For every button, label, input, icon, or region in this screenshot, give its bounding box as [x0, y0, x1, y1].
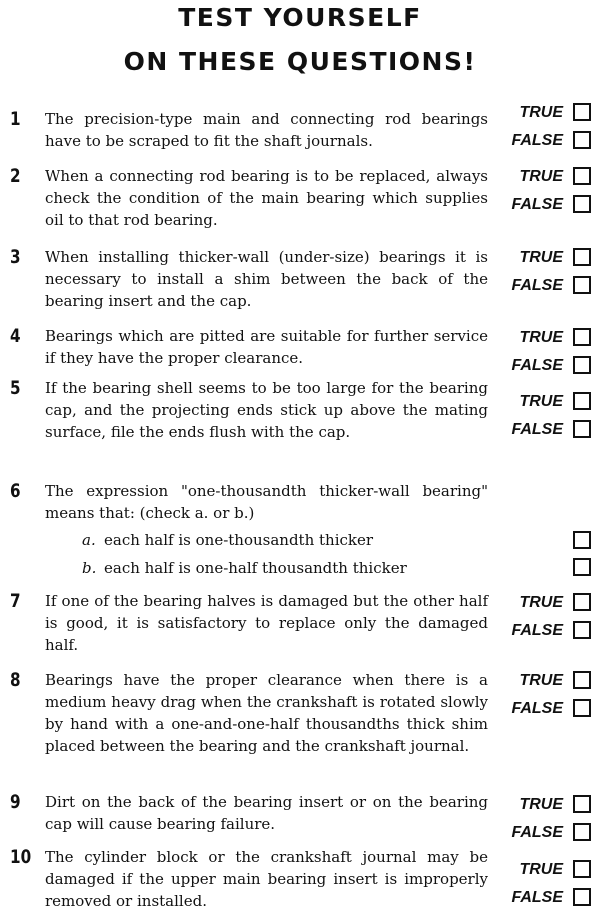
q5-true-checkbox[interactable]	[573, 392, 591, 410]
q10-true-checkbox[interactable]	[573, 860, 591, 878]
question-text: Bearings which are pitted are suitable for further service if they have the proper clearance.	[45, 327, 488, 367]
q8-true-option[interactable]	[508, 670, 593, 692]
true-label: TRUE	[519, 796, 563, 813]
question-number: 5	[10, 377, 21, 399]
option-letter: b.	[82, 559, 97, 577]
q9-true-checkbox[interactable]	[573, 795, 591, 813]
question-text: When installing thicker-wall (under-size) bearings it is necessary to install a shim between the back of the bearing insert and the cap.	[45, 248, 488, 310]
question-number: 8	[10, 669, 21, 691]
q8-true-checkbox[interactable]	[573, 671, 591, 689]
q10-false-checkbox[interactable]	[573, 888, 591, 906]
q9-true-option[interactable]	[508, 794, 593, 816]
q5-true-option[interactable]	[508, 391, 593, 413]
option-letter: a.	[82, 531, 96, 549]
false-label: FALSE	[511, 889, 563, 906]
q5-false-checkbox[interactable]	[573, 420, 591, 438]
q4-false-option[interactable]	[508, 355, 593, 377]
q4-true-checkbox[interactable]	[573, 328, 591, 346]
q3-false-checkbox[interactable]	[573, 276, 591, 294]
question-text: Bearings have the proper clearance when there is a medium heavy drag when the crankshaft is rotated slowly by hand with a one-and-one-half thousandths thick shim placed between the bearing and the crankshaft journal.	[45, 671, 488, 755]
q6-option-a	[82, 529, 373, 551]
question-text: The precision-type main and connecting rod bearings have to be scraped to fit the shaft journals.	[45, 110, 488, 150]
q2-true-option[interactable]	[508, 166, 593, 188]
question-text: The cylinder block or the crankshaft journal may be damaged if the upper main bearing insert is improperly removed or installed.	[45, 848, 488, 910]
q9-false-option[interactable]	[508, 822, 593, 844]
q8-false-option[interactable]	[508, 698, 593, 720]
true-label: TRUE	[519, 168, 563, 185]
q6-option-a-checkbox[interactable]	[573, 531, 591, 549]
true-label: TRUE	[519, 594, 563, 611]
title-line-1: TEST YOURSELF	[178, 3, 422, 32]
q4-false-checkbox[interactable]	[573, 356, 591, 374]
question-text: Dirt on the back of the bearing insert or on the bearing cap will cause bearing failure.	[45, 793, 488, 833]
false-label: FALSE	[511, 277, 563, 294]
q1-true-checkbox[interactable]	[573, 103, 591, 121]
q4-true-option[interactable]	[508, 327, 593, 349]
q2-false-checkbox[interactable]	[573, 195, 591, 213]
false-label: FALSE	[511, 196, 563, 213]
false-label: FALSE	[511, 132, 563, 149]
title-line-2: ON THESE QUESTIONS!	[123, 47, 477, 76]
false-label: FALSE	[511, 357, 563, 374]
false-label: FALSE	[511, 824, 563, 841]
true-label: TRUE	[519, 393, 563, 410]
q10-false-option[interactable]	[508, 887, 593, 909]
q1-false-option[interactable]	[508, 130, 593, 152]
true-label: TRUE	[519, 861, 563, 878]
question-number: 6	[10, 480, 21, 502]
q3-false-option[interactable]	[508, 275, 593, 297]
option-text: each half is one-half thousandth thicker	[104, 559, 407, 577]
question-number: 10	[10, 846, 32, 868]
question-number: 9	[10, 791, 21, 813]
q1-true-option[interactable]	[508, 102, 593, 124]
true-label: TRUE	[519, 104, 563, 121]
q2-true-checkbox[interactable]	[573, 167, 591, 185]
question-text: The expression "one-thousandth thicker-wall bearing" means that: (check a. or b.)	[45, 482, 488, 522]
question-number: 1	[10, 108, 21, 130]
question-number: 2	[10, 165, 21, 187]
q8-false-checkbox[interactable]	[573, 699, 591, 717]
false-label: FALSE	[511, 700, 563, 717]
question-number: 4	[10, 325, 21, 347]
q7-true-option[interactable]	[508, 592, 593, 614]
true-label: TRUE	[519, 249, 563, 266]
true-label: TRUE	[519, 329, 563, 346]
question-number: 3	[10, 246, 21, 268]
q5-false-option[interactable]	[508, 419, 593, 441]
q6-option-b-checkbox[interactable]	[573, 558, 591, 576]
option-text: each half is one-thousandth thicker	[104, 531, 374, 549]
q3-true-option[interactable]	[508, 247, 593, 269]
q6-option-b	[82, 557, 407, 579]
question-number: 7	[10, 590, 21, 612]
q7-false-option[interactable]	[508, 620, 593, 642]
q10-true-option[interactable]	[508, 859, 593, 881]
false-label: FALSE	[511, 421, 563, 438]
false-label: FALSE	[511, 622, 563, 639]
q7-false-checkbox[interactable]	[573, 621, 591, 639]
q3-true-checkbox[interactable]	[573, 248, 591, 266]
question-text: When a connecting rod bearing is to be replaced, always check the condition of the main bearing which supplies oil to that rod bearing.	[45, 167, 488, 229]
question-text: If one of the bearing halves is damaged but the other half is good, it is satisfactory to replace only the damaged half.	[45, 592, 488, 654]
q9-false-checkbox[interactable]	[573, 823, 591, 841]
q1-false-checkbox[interactable]	[573, 131, 591, 149]
question-text: If the bearing shell seems to be too large for the bearing cap, and the projecting ends stick up above the mating surface, file the ends flush with the cap.	[45, 379, 488, 441]
q7-true-checkbox[interactable]	[573, 593, 591, 611]
q2-false-option[interactable]	[508, 194, 593, 216]
true-label: TRUE	[519, 672, 563, 689]
